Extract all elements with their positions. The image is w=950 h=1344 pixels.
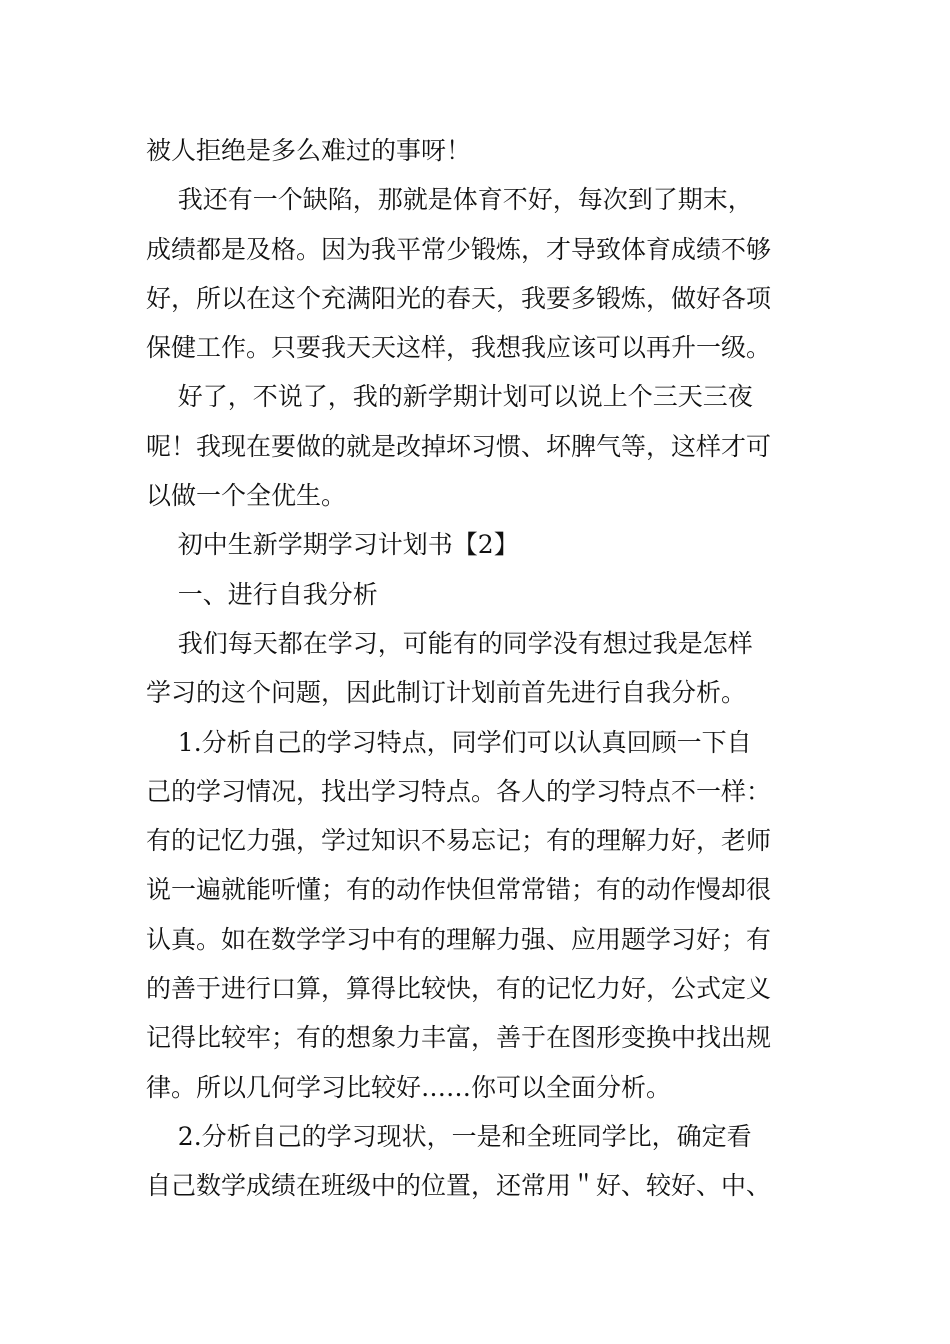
- text-line: 被人拒绝是多么难过的事呀！: [146, 136, 472, 165]
- text-line: 律。所以几何学习比较好……你可以全面分析。: [146, 1072, 672, 1102]
- text-line: 记得比较牢；有的想象力丰富，善于在图形变换中找出规: [146, 1023, 772, 1053]
- document-body: [146, 126, 810, 1211]
- text-line: 我们每天都在学习，可能有的同学没有想过我是怎样: [146, 628, 753, 658]
- text-line: 成绩都是及格。因为我平常少锻炼，才导致体育成绩不够: [146, 234, 772, 264]
- text-line: 己的学习情况，找出学习特点。各人的学习特点不一样：: [146, 776, 772, 806]
- text-line: 学习的这个问题，因此制订计划前首先进行自我分析。: [146, 678, 747, 708]
- text-line: 自己数学成绩在班级中的位置，还常用＂好、较好、中、: [146, 1171, 772, 1201]
- text-line: 认真。如在数学学习中有的理解力强、应用题学习好；有: [146, 924, 772, 954]
- text-line: 有的记忆力强，学过知识不易忘记；有的理解力好，老师: [146, 826, 772, 856]
- text-line: 我还有一个缺陷，那就是体育不好，每次到了期末，: [146, 185, 753, 215]
- text-line: 2.分析自己的学习现状，一是和全班同学比，确定看: [146, 1121, 752, 1151]
- text-line: 好了，不说了，我的新学期计划可以说上个三天三夜: [146, 382, 753, 412]
- section-subtitle: 一、进行自我分析: [146, 579, 378, 609]
- text-line: 呢！我现在要做的就是改掉坏习惯、坏脾气等，这样才可: [146, 431, 772, 461]
- text-line: 的善于进行口算，算得比较快，有的记忆力好，公式定义: [146, 974, 772, 1004]
- text-line: 好，所以在这个充满阳光的春天，我要多锻炼，做好各项: [146, 283, 772, 313]
- text-line: 说一遍就能听懂；有的动作快但常常错；有的动作慢却很: [146, 875, 772, 905]
- text-line: 1.分析自己的学习特点，同学们可以认真回顾一下自: [146, 727, 752, 757]
- text-line: 以做一个全优生。: [146, 481, 347, 511]
- section-title: 初中生新学期学习计划书【2】: [146, 530, 519, 560]
- text-line: 保健工作。只要我天天这样，我想我应该可以再升一级。: [146, 333, 772, 363]
